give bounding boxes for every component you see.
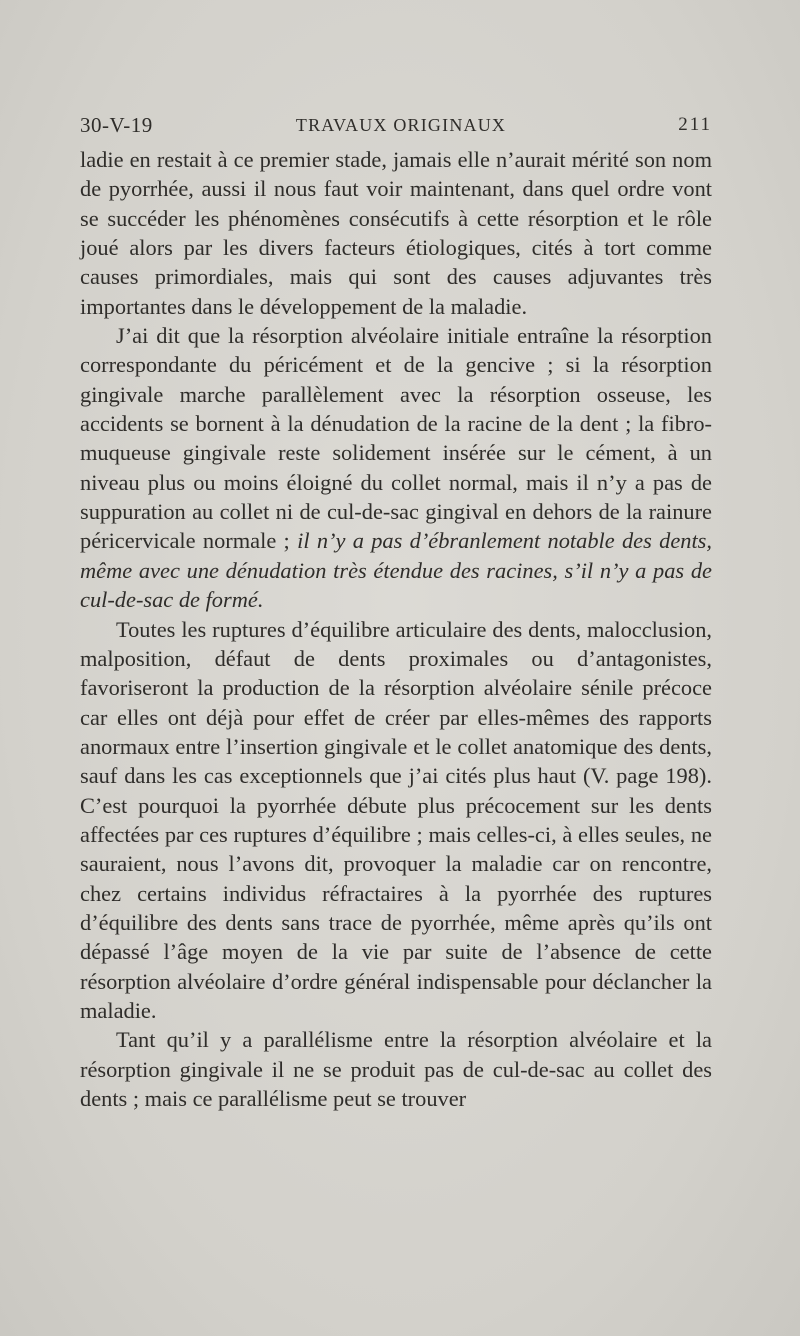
paragraph-2-text: J’ai dit que la résorption alvéolaire initiale entraîne la résorption correspondante du péricément et de la gencive ; si la résorption gingivale marche parallèlement avec la résorption osseuse, les accidents se bornent à la dénudation de la racine de la dent ; la fibro-muqueuse gingivale reste solidement insérée sur le cément, à un niveau plus ou moins éloigné du collet normal, mais il n’y a pas de suppuration au collet ni de cul-de-sac gingival en dehors de la rainure péricervicale normale ;	[80, 323, 712, 554]
header-date: 30-V-19	[80, 113, 153, 137]
body-text	[80, 145, 712, 1113]
paragraph-4	[80, 1025, 712, 1113]
paragraph-3	[80, 615, 712, 1026]
paragraph-4-text: Tant qu’il y a parallélisme entre la résorption alvéolaire et la résorption gingivale il ne se produit pas de cul-de-sac au collet des dents ; mais ce parallélisme peut se trouver	[80, 1027, 712, 1111]
running-header	[80, 110, 712, 140]
paragraph-3-text: Toutes les ruptures d’équilibre articulaire des dents, malocclusion, malposition, défaut de dents proximales ou d’antagonistes, favoriseront la production de la résorption alvéolaire sénile précoce car elles ont déjà pour effet de créer par elles-mêmes des rapports anormaux entre l’insertion gingivale et le collet anatomique des dents, sauf dans les cas exceptionnels que j’ai cités plus haut (V. page 198). C’est pourquoi la pyorrhée débute plus précocement sur les dents affectées par ces ruptures d’équilibre ; mais celles-ci, à elles seules, ne sauraient, nous l’avons dit, provoquer la maladie car on rencontre, chez certains individus réfractaires à la pyorrhée des ruptures d’équilibre des dents sans trace de pyorrhée, même après qu’ils ont dépassé l’âge moyen de la vie par suite de l’absence de cette résorption alvéolaire d’ordre général indispensable pour déclancher la maladie.	[80, 616, 712, 1023]
paragraph-1-text: ladie en restait à ce premier stade, jamais elle n’aurait mérité son nom de pyorrhée, aussi il nous faut voir maintenant, dans quel ordre vont se succéder les phénomènes consécutifs à cette résorption et le rôle joué alors par les divers facteurs étiologiques, cités à tort comme causes primordiales, mais qui sont des causes adjuvantes très importantes dans le développement de la maladie.	[80, 147, 712, 319]
page-number: 211	[678, 114, 712, 135]
paragraph-2	[80, 321, 712, 614]
paragraph-1	[80, 145, 712, 321]
header-section-title: TRAVAUX ORIGINAUX	[295, 115, 507, 135]
paragraph-2-italic-text: il n’y a pas d’ébranlement notable des dents, même avec une dénudation très étendue des racines, s’il n’y a pas de cul-de-sac de formé.	[80, 528, 712, 613]
